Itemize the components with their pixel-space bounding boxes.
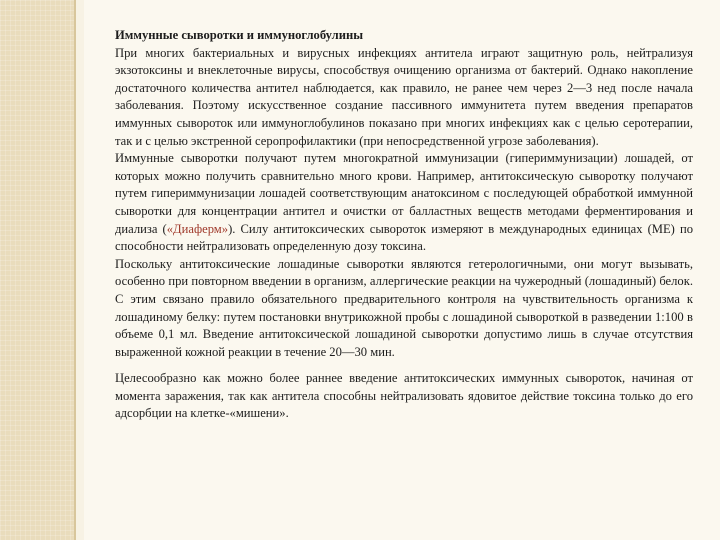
decorative-left-band [0,0,74,540]
diaferm-highlight: «Диаферм» [166,221,229,236]
document-title: Иммунные сыворотки и иммуноглобулины [115,28,364,42]
decorative-divider-line [74,0,76,540]
paragraph-2-text-end: ). Силу антитоксических сывороток измеряют в международных единицах (МЕ) по способности нейтрализовать определенную дозу токсина. [115,221,693,254]
paragraph-2-text-start: Иммунные сыворотки получают путем многократной иммунизации (гипериммунизации) лошадей, от которых можно получить сравнительно много крови. Например, антитоксическую сыворотку получают путем гипериммунизации лошадей соответствующим анатоксином с последующей обработкой иммунной сыворотки для концентрации антител и очистки от балластных веществ методами ферментирования и диализа ( [115,151,693,236]
paragraph-4: Целесообразно как можно более раннее введение антитоксических иммунных сывороток, начиная от момента заражения, так как антитела способны нейтрализовать ядовитое действие токсина только до его адсорбции на клетке-«мишени». [115,371,693,421]
document-body [115,27,693,423]
paragraph-1: При многих бактериальных и вирусных инфекциях антитела играют защитную роль, нейтрализуя экзотоксины и внеклеточные вирусы, способствуя очищению организма от бактерий. Однако накопление достаточного количества антител наблюдается, как правило, не ранее чем через 2—3 нед после начала заболевания. Поэтому искусственное создание пассивного иммунитета путем введения препаратов иммунных сывороток или иммуноглобулинов показано при многих инфекциях как с целью серотерапии, так и с целью экстренной серопрофилактики (при непосредственной угрозе заболевания). [115,45,693,148]
paragraph-2 [115,150,693,256]
paragraph-3: Поскольку антитоксические лошадиные сыворотки являются гетерологичными, они могут вызывать, особенно при повторном введении в организм, аллергические реакции на чужеродный (лошадиный) белок. С этим связано правило обязательного предварительного контроля на чувствительность организма к лошадиному белку: путем постановки внутрикожной пробы с лошадиной сывороткой в разведении 1:100 в объеме 0,1 мл. Введение антитоксической лошадиной сыворотки допустимо лишь в случае отсутствия выраженной кожной реакции в течение 20—30 мин. [115,256,693,359]
